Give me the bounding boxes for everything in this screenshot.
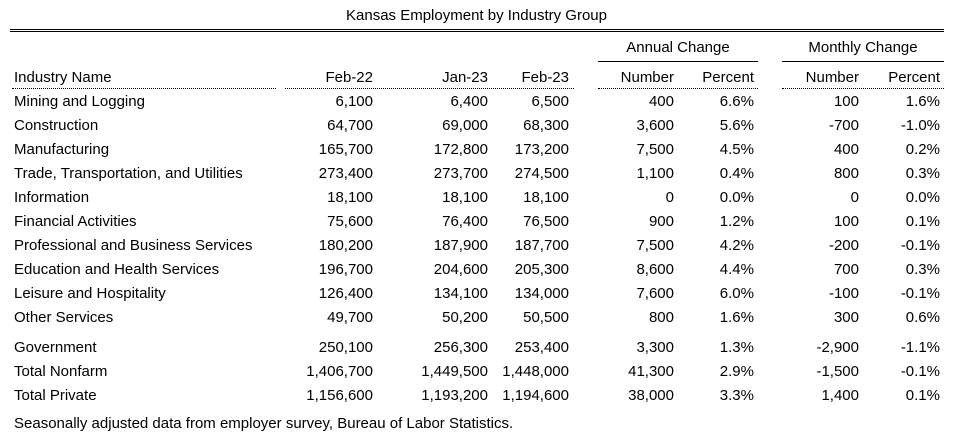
- cell-monthly-percent: -0.1%: [900, 237, 940, 254]
- cell-annual-percent: 6.0%: [719, 285, 754, 302]
- cell-monthly-percent: -1.0%: [900, 117, 940, 134]
- cell-industry-name: Education and Health Services: [14, 261, 220, 278]
- cell-feb22: 1,406,700: [306, 363, 373, 380]
- cell-feb23: 1,194,600: [502, 387, 569, 404]
- cell-feb22: 1,156,600: [306, 387, 373, 404]
- cell-jan23: 256,300: [433, 339, 488, 356]
- cell-jan23: 187,900: [433, 237, 488, 254]
- cell-monthly-number: -2,900: [816, 339, 859, 356]
- cell-annual-percent: 6.6%: [719, 93, 754, 110]
- cell-industry-name: Mining and Logging: [14, 93, 145, 110]
- cell-annual-number: 3,300: [636, 339, 674, 356]
- title-rule-double: [10, 31, 944, 32]
- cell-annual-percent: 2.9%: [719, 363, 754, 380]
- cell-monthly-percent: 0.3%: [905, 261, 940, 278]
- col-header-monthly-number: Number: [805, 69, 859, 86]
- cell-industry-name: Total Nonfarm: [14, 363, 108, 380]
- cell-monthly-percent: 1.6%: [905, 93, 940, 110]
- annual-change-rule: [598, 61, 758, 62]
- cell-annual-number: 38,000: [628, 387, 674, 404]
- cell-feb23: 50,500: [523, 309, 569, 326]
- cell-monthly-number: 1,400: [821, 387, 859, 404]
- cell-jan23: 6,400: [450, 93, 488, 110]
- cell-jan23: 76,400: [442, 213, 488, 230]
- col-header-feb22: Feb-22: [325, 69, 373, 86]
- cell-feb22: 126,400: [318, 285, 373, 302]
- cell-jan23: 273,700: [433, 165, 488, 182]
- cell-feb22: 49,700: [327, 309, 373, 326]
- cell-jan23: 69,000: [442, 117, 488, 134]
- cell-monthly-percent: 0.3%: [905, 165, 940, 182]
- monthly-change-rule: [782, 61, 944, 62]
- cell-annual-percent: 0.0%: [719, 189, 754, 206]
- cell-annual-percent: 4.5%: [719, 141, 754, 158]
- cell-monthly-number: -200: [828, 237, 859, 254]
- cell-monthly-number: -100: [828, 285, 859, 302]
- cell-industry-name: Total Private: [14, 387, 97, 404]
- cell-annual-number: 400: [648, 93, 674, 110]
- cell-annual-number: 8,600: [636, 261, 674, 278]
- cell-feb23: 1,448,000: [502, 363, 569, 380]
- col-header-annual-number: Number: [620, 69, 674, 86]
- cell-monthly-number: -700: [828, 117, 859, 134]
- table-title: Kansas Employment by Industry Group: [346, 7, 607, 24]
- header-underline-monthly: [782, 88, 944, 89]
- cell-annual-number: 900: [648, 213, 674, 230]
- col-header-industry: Industry Name: [14, 69, 112, 86]
- col-header-annual-percent: Percent: [702, 69, 754, 86]
- cell-annual-percent: 1.3%: [719, 339, 754, 356]
- cell-feb22: 273,400: [318, 165, 373, 182]
- cell-monthly-number: 0: [850, 189, 859, 206]
- cell-feb23: 253,400: [514, 339, 569, 356]
- cell-annual-percent: 0.4%: [719, 165, 754, 182]
- cell-annual-percent: 3.3%: [719, 387, 754, 404]
- cell-industry-name: Professional and Business Services: [14, 237, 253, 254]
- annual-change-header: Annual Change: [626, 39, 730, 56]
- cell-annual-percent: 4.4%: [719, 261, 754, 278]
- header-underline-industry: [12, 88, 276, 89]
- cell-jan23: 172,800: [433, 141, 488, 158]
- cell-feb23: 187,700: [514, 237, 569, 254]
- cell-feb22: 64,700: [327, 117, 373, 134]
- cell-industry-name: Financial Activities: [14, 213, 137, 230]
- cell-feb23: 18,100: [523, 189, 569, 206]
- cell-annual-number: 7,500: [636, 237, 674, 254]
- monthly-change-header: Monthly Change: [808, 39, 918, 56]
- cell-annual-number: 800: [648, 309, 674, 326]
- cell-annual-number: 7,500: [636, 141, 674, 158]
- title-rule: [10, 29, 944, 30]
- cell-feb23: 274,500: [514, 165, 569, 182]
- cell-jan23: 134,100: [433, 285, 488, 302]
- cell-feb22: 6,100: [335, 93, 373, 110]
- cell-industry-name: Trade, Transportation, and Utilities: [14, 165, 243, 182]
- cell-annual-number: 3,600: [636, 117, 674, 134]
- cell-industry-name: Other Services: [14, 309, 114, 326]
- cell-feb23: 76,500: [523, 213, 569, 230]
- cell-annual-percent: 5.6%: [719, 117, 754, 134]
- cell-monthly-percent: 0.1%: [905, 387, 940, 404]
- cell-feb22: 196,700: [318, 261, 373, 278]
- cell-feb22: 165,700: [318, 141, 373, 158]
- cell-annual-percent: 4.2%: [719, 237, 754, 254]
- cell-monthly-number: 100: [833, 93, 859, 110]
- footnote: Seasonally adjusted data from employer survey, Bureau of Labor Statistics.: [14, 415, 514, 432]
- cell-monthly-number: 100: [833, 213, 859, 230]
- cell-monthly-percent: 0.6%: [905, 309, 940, 326]
- cell-industry-name: Manufacturing: [14, 141, 110, 158]
- cell-feb23: 205,300: [514, 261, 569, 278]
- cell-annual-number: 7,600: [636, 285, 674, 302]
- cell-monthly-number: 400: [833, 141, 859, 158]
- cell-feb23: 134,000: [514, 285, 569, 302]
- cell-jan23: 1,193,200: [421, 387, 488, 404]
- cell-industry-name: Construction: [14, 117, 99, 134]
- header-underline-values: [285, 88, 574, 89]
- cell-monthly-number: 800: [833, 165, 859, 182]
- cell-jan23: 204,600: [433, 261, 488, 278]
- cell-industry-name: Leisure and Hospitality: [14, 285, 166, 302]
- cell-monthly-percent: 0.2%: [905, 141, 940, 158]
- cell-monthly-percent: 0.1%: [905, 213, 940, 230]
- cell-annual-percent: 1.6%: [719, 309, 754, 326]
- cell-monthly-percent: -0.1%: [900, 285, 940, 302]
- col-header-monthly-percent: Percent: [888, 69, 940, 86]
- cell-annual-number: 1,100: [636, 165, 674, 182]
- cell-monthly-percent: -0.1%: [900, 363, 940, 380]
- cell-monthly-percent: -1.1%: [900, 339, 940, 356]
- col-header-jan23: Jan-23: [442, 69, 488, 86]
- cell-feb23: 68,300: [523, 117, 569, 134]
- cell-feb22: 18,100: [327, 189, 373, 206]
- cell-monthly-number: -1,500: [816, 363, 859, 380]
- cell-annual-number: 0: [665, 189, 674, 206]
- cell-jan23: 1,449,500: [421, 363, 488, 380]
- cell-industry-name: Government: [14, 339, 97, 356]
- cell-feb22: 75,600: [327, 213, 373, 230]
- cell-industry-name: Information: [14, 189, 90, 206]
- header-underline-annual: [598, 88, 758, 89]
- cell-feb22: 180,200: [318, 237, 373, 254]
- cell-feb23: 173,200: [514, 141, 569, 158]
- cell-jan23: 50,200: [442, 309, 488, 326]
- cell-monthly-number: 700: [833, 261, 859, 278]
- cell-feb22: 250,100: [318, 339, 373, 356]
- cell-monthly-percent: 0.0%: [905, 189, 940, 206]
- cell-annual-number: 41,300: [628, 363, 674, 380]
- cell-feb23: 6,500: [531, 93, 569, 110]
- col-header-feb23: Feb-23: [521, 69, 569, 86]
- cell-annual-percent: 1.2%: [719, 213, 754, 230]
- cell-jan23: 18,100: [442, 189, 488, 206]
- cell-monthly-number: 300: [833, 309, 859, 326]
